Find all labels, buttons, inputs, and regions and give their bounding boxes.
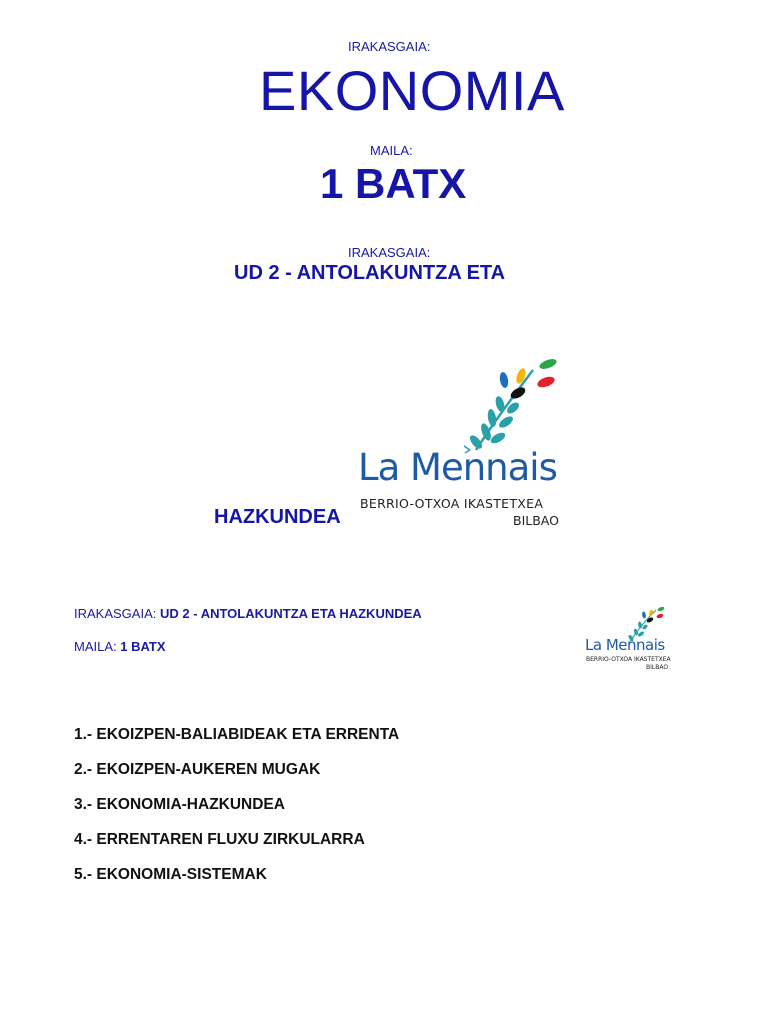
index-list: [74, 726, 399, 901]
unit-title: UD 2 - ANTOLAKUNTZA ETA: [234, 262, 506, 284]
header-subject-value: UD 2 - ANTOLAKUNTZA ETA HAZKUNDEA: [160, 606, 422, 621]
index-item: 1.- EKOIZPEN-BALIABIDEAK ETA ERRENTA: [74, 726, 400, 743]
school-logo-large: [358, 358, 578, 533]
logo-subtitle: BERRIO-OTXOA IKASTETXEA: [360, 496, 544, 511]
index-item: 5.- EKONOMIA-SISTEMAK: [74, 866, 267, 883]
index-item: 3.- EKONOMIA-HAZKUNDEA: [74, 796, 285, 813]
header-level-value: 1 BATX: [120, 639, 166, 654]
logo-name: La Mennais: [358, 446, 557, 489]
unit-title-continuation: HAZKUNDEA: [214, 506, 341, 528]
school-logo-small: [584, 606, 672, 676]
index-item: 2.- EKOIZPEN-AUKEREN MUGAK: [74, 761, 321, 778]
logo-city: BILBAO: [646, 664, 669, 671]
logo-subtitle: BERRIO-OTXOA IKASTETXEA: [586, 656, 671, 663]
level-label: MAILA:: [370, 143, 413, 158]
unit-label: IRAKASGAIA:: [348, 245, 431, 260]
level-title: 1 BATX: [320, 160, 467, 207]
subject-title: EKONOMIA: [259, 59, 565, 122]
header-subject: [74, 606, 422, 621]
logo-name: La Mennais: [585, 636, 665, 654]
subject-label: IRAKASGAIA:: [348, 39, 431, 54]
index-item: 4.- ERRENTAREN FLUXU ZIRKULARRA: [74, 831, 365, 848]
header-level: [74, 639, 166, 654]
logo-city: BILBAO: [513, 513, 559, 528]
header-subject-label: IRAKASGAIA:: [74, 606, 157, 621]
header-level-label: MAILA:: [74, 639, 117, 654]
